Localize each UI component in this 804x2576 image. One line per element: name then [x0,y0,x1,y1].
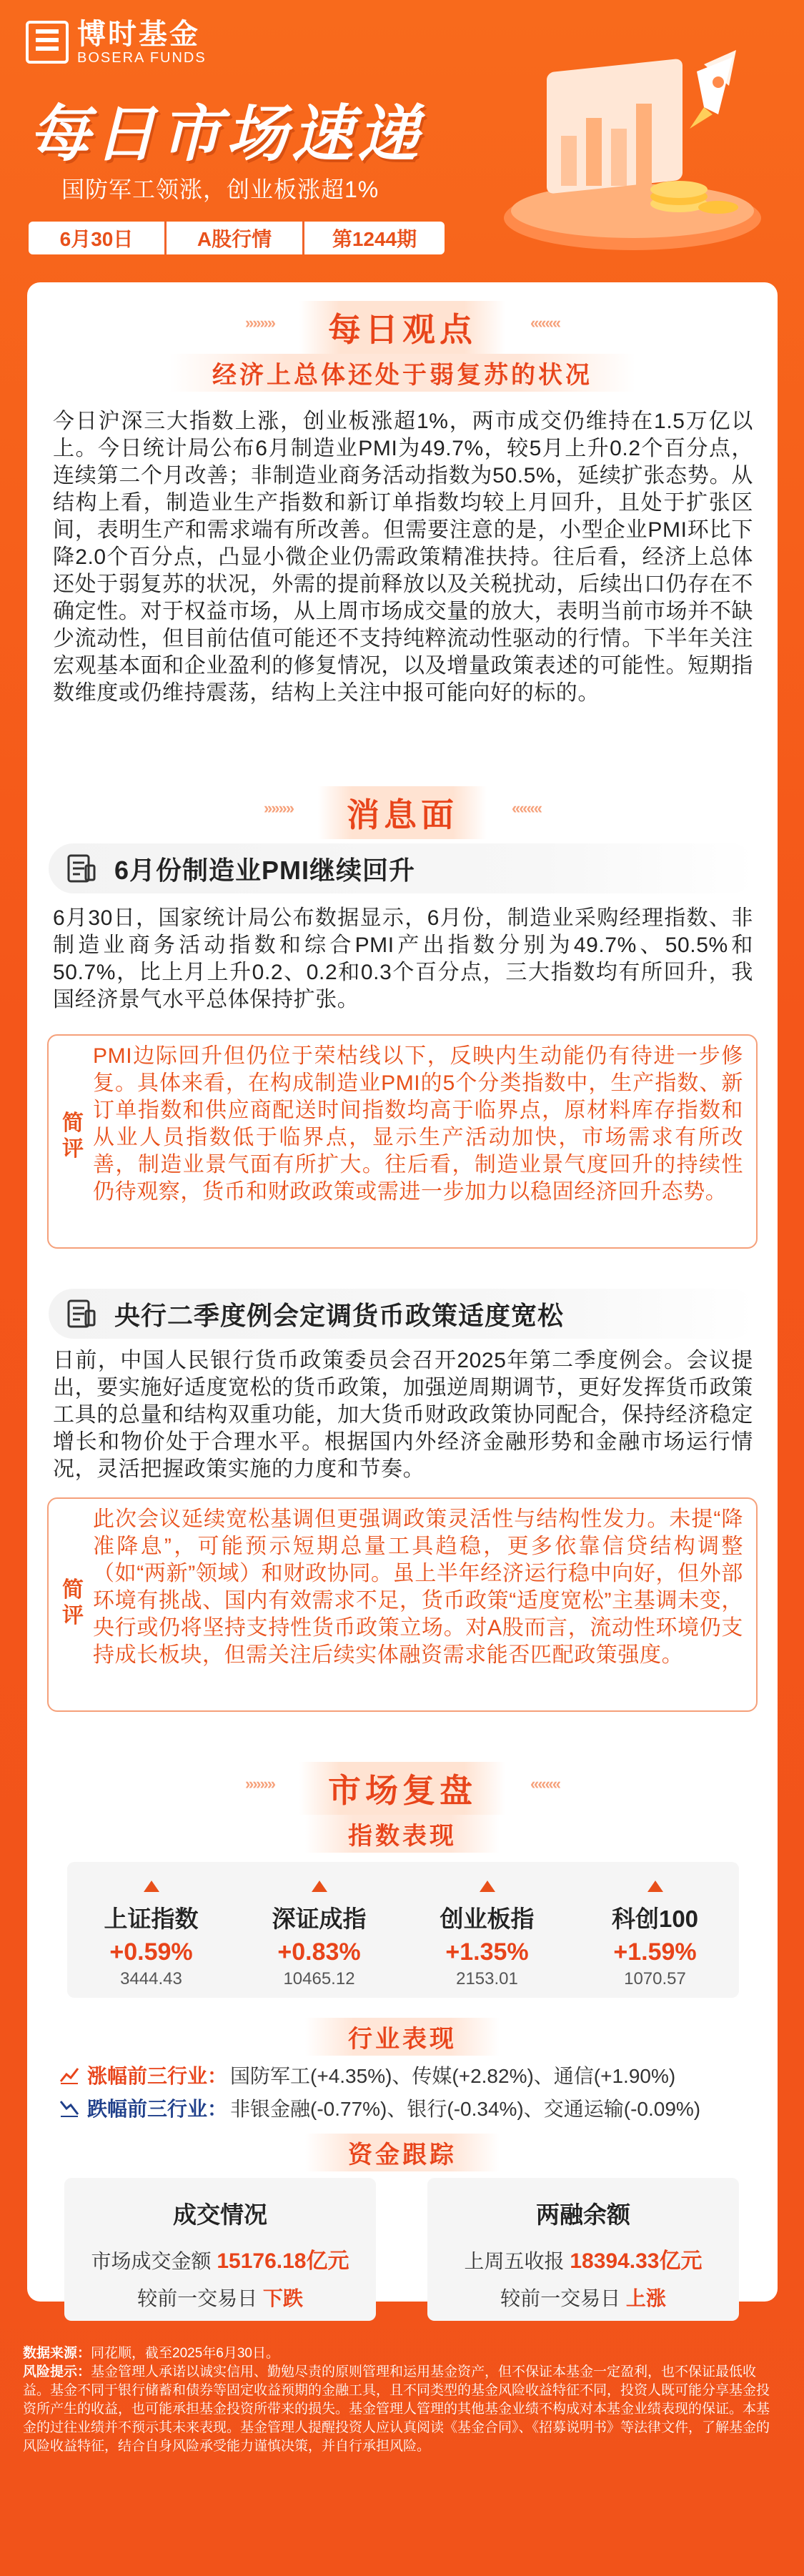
news-item-2-review-text: 此次会议延续宽松基调但更强调政策灵活性与结构性发力。未提“降准降息”，可能预示短期总量工具趋稳，更多依靠信贷结构调整（如“两新”领域）和财政协同。虽上半年经济运行稳中向好，但外部环境有挑战、国内有效需求不足，货币政策“适度宽松”主基调未变，央行或仍将坚持支持性货币政策立场。对A股而言，流动性环境仍支持成长板块，但需关注后续实体融资需求能否匹配政策强度。 [93,1507,743,1667]
news-item-2-review [47,1497,758,1712]
index-name: 上证指数 [104,1906,199,1932]
index-value: 10465.12 [283,1969,355,1988]
fund-section-title: 资金跟踪 [305,2134,500,2171]
margin-title: 两融余额 [536,2201,630,2228]
industry-header [27,2018,778,2056]
risk-text: 基金管理人承诺以诚实信用、勤勉尽责的原则管理和运用基金资产，但不保证本基金一定盈利，也不保证最低收益。基金不同于银行储蓄和债券等固定收益预期的金融工具，且不同类型的基金风险收益特征不同，投资人既可能分享基金投资所产生的收益，也可能承担基金投资所带来的损失。基金管理人管理的其他基金业绩不构成对本基金业绩表现的保证。本基金的过往业绩并不预示其未来表现。基金管理人提醒投资人应认真阅读《基金合同》、《招募说明书》等法律文件，了解基金的风险收益特征，结合自身风险承受能力谨慎决策，并自行承担风险。 [23,2364,770,2454]
up-arrow-icon [647,1881,663,1892]
brand-name-en: BOSERA FUNDS [77,50,207,66]
turnover-compare [64,2283,376,2312]
news-item-1-header [49,843,756,893]
daily-view-header [27,301,778,392]
up-arrow-icon [480,1881,495,1892]
daily-view-title: »»»» 每日观点 «««« [299,301,505,354]
index-change: +1.35% [445,1938,529,1966]
index-value: 3444.43 [120,1969,182,1988]
industry-up-label: 涨幅前三行业： [87,2065,228,2087]
industry-down-list: 非银金融(-0.77%)、银行(-0.34%)、交通运输(-0.09%) [230,2098,701,2120]
margin-line [427,2243,739,2274]
news-item-2-title: 央行二季度例会定调货币政策适度宽松 [114,1300,565,1330]
chart-rocket-illustration-icon [490,50,775,257]
review-tag: 简评 [62,1578,84,1628]
review-tag: 简评 [62,1111,84,1161]
fund-header [27,2134,778,2171]
issue-number: 第1244期 [332,228,417,250]
index-card [403,1862,571,1998]
index-change: +0.83% [277,1938,361,1966]
turnover-card [64,2178,376,2321]
data-source-label: 数据来源： [23,2346,91,2361]
index-section-title: 指数表现 [305,1815,500,1853]
margin-card [427,2178,739,2321]
margin-label: 上周五收报 [464,2250,565,2272]
index-performance-panel [67,1862,739,1998]
index-name: 创业板指 [440,1906,535,1932]
index-change: +0.59% [109,1938,193,1966]
brand-name-cn: 博时基金 [77,19,200,50]
market-header [27,1762,778,1853]
issue-info-bar [29,222,445,254]
header [0,0,804,272]
turnover-label: 市场成交金额 [91,2250,212,2272]
issue-category: A股行情 [164,222,304,254]
risk-label: 风险提示： [23,2364,91,2379]
page-title: 每日市场速递 [29,100,423,169]
trend-down-icon [59,2097,80,2119]
news-header [27,786,778,839]
main-card [27,282,778,2309]
risk-line [23,2363,780,2456]
news-item-1-body: 6月30日，国家统计局公布数据显示，6月份，制造业采购经理指数、非制造业商务活动指数和综合PMI产出指数分别为49.7%、50.5%和50.7%，比上月上升0.2、0.2和0.3个百分点，三大指数均有所回升，我国经济景气水平总体保持扩张。 [53,906,753,1011]
index-card [571,1862,739,1998]
news-item-1-review-text: PMI边际回升但仍位于荣枯线以下，反映内生动能仍有待进一步修复。具体来看，在构成制造业PMI的5个分类指数中，生产指数、新订单指数和供应商配送时间指数均高于临界点，原材料库存指数和从业人员指数低于临界点，显示生产活动加快，市场需求有所改善，制造业景气面有所扩大。往后看，制造业景气度回升的持续性仍待观察，货币和财政政策或需进一步加力以稳固经济回升态势。 [93,1044,743,1204]
industry-up-row [59,2061,675,2089]
up-arrow-icon [312,1881,327,1892]
trend-up-icon [59,2064,80,2086]
turnover-value: 15176.18亿元 [217,2249,349,2273]
data-source-line [23,2344,780,2363]
turnover-compare-value: 下跌 [262,2287,303,2309]
news-item-2-body: 日前，中国人民银行货币政策委员会召开2025年第二季度例会。会议提出，要实施好适度宽松的货币政策，加强逆周期调节，更好发挥货币政策工具的总量和结构双重功能，加大货币财政政策协同配合，保持经济稳定增长和物价处于合理水平。根据国内外经济金融形势和金融市场运行情况，灵活把握政策实施的力度和节奏。 [53,1349,753,1481]
turnover-title: 成交情况 [173,2201,267,2228]
news-item-1-review [47,1034,758,1249]
index-value: 1070.57 [624,1969,686,1988]
industry-down-label: 跌幅前三行业： [87,2098,228,2120]
market-title: »»»» 市场复盘 «««« [299,1762,505,1815]
news-title: »»»» 消息面 «««« [318,786,487,839]
data-source-text: 同花顺，截至2025年6月30日。 [91,2346,279,2361]
brand-logo [26,19,207,66]
up-arrow-icon [144,1881,159,1892]
industry-up-list: 国防军工(+4.35%)、传媒(+2.82%)、通信(+1.90%) [230,2065,676,2087]
turnover-compare-prefix: 较前一交易日 [137,2287,258,2309]
disclaimer [23,2344,780,2456]
index-change: +1.59% [613,1938,697,1966]
margin-compare-value: 上涨 [625,2287,666,2309]
daily-view-body: 今日沪深三大指数上涨，创业板涨超1%，两市成交仍维持在1.5万亿以上。今日统计局公布6月制造业PMI为49.7%，较5月上升0.2个百分点，连续第二个月改善；非制造业商务活动指数为50.5%，延续扩张态势。从结构上看，制造业生产指数和新订单指数均较上月回升，且处于扩张区间，表明生产和需求端有所改善。但需要注意的是，小型企业PMI环比下降2.0个百分点，凸显小微企业仍需政策精准扶持。往后看，经济上总体还处于弱复苏的状况，外需的提前释放以及关税扰动，后续出口仍存在不确定性。对于权益市场，从上周市场成交量的放大，表明当前市场并不缺少流动性，但目前估值可能还不支持纯粹流动性驱动的行情。下半年关注宏观基本面和企业盈利的修复情况，以及增量政策表述的可能性。短期指数维度或仍维持震荡，结构上关注中报可能向好的标的。 [53,410,753,705]
index-card [235,1862,403,1998]
index-card [67,1862,235,1998]
industry-down-row [59,2094,700,2122]
margin-compare-prefix: 较前一交易日 [500,2287,621,2309]
news-item-1-title: 6月份制造业PMI继续回升 [114,855,416,885]
turnover-line [64,2243,376,2274]
index-value: 2153.01 [456,1969,518,1988]
page-subtitle: 国防军工领涨，创业板涨超1% [61,177,379,202]
document-icon [66,853,97,884]
news-item-2-header [49,1289,756,1339]
industry-section-title: 行业表现 [305,2018,500,2056]
margin-compare [427,2283,739,2312]
index-name: 深证成指 [272,1906,367,1932]
margin-value: 18394.33亿元 [570,2249,703,2273]
daily-view-subtitle: 经济上总体还处于弱复苏的状况 [169,354,635,392]
document-icon [66,1298,97,1329]
bosera-logo-icon [26,21,69,64]
issue-date: 6月30日 [59,228,134,250]
index-name: 科创100 [611,1906,699,1932]
